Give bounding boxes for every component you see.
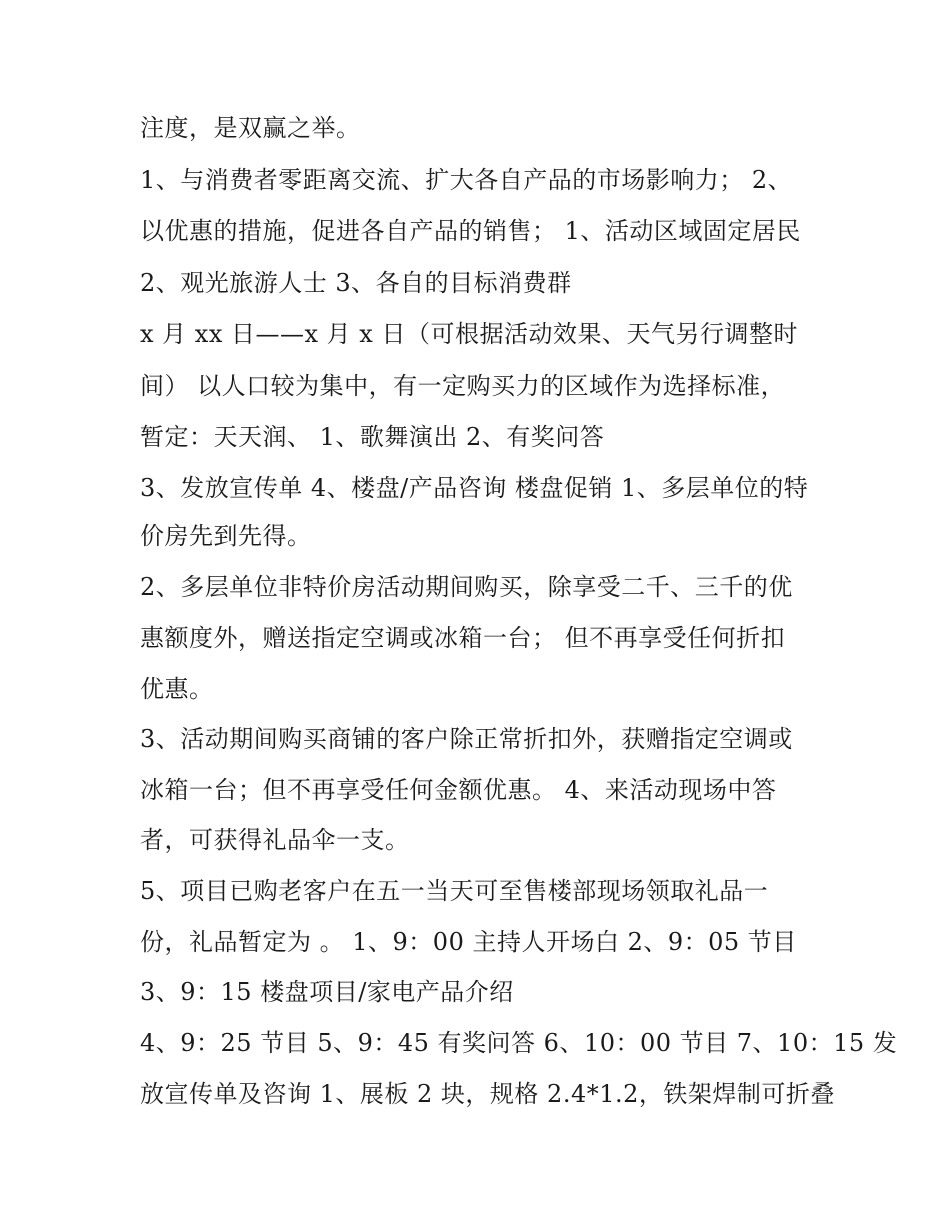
text-line: 惠额度外，赠送指定空调或冰箱一台； 但不再享受任何折扣 <box>140 624 786 652</box>
text-line: 2、多层单位非特价房活动期间购买，除享受二千、三千的优 <box>140 573 793 601</box>
text-line: 者，可获得礼品伞一支。 <box>140 826 410 854</box>
text-line: x 月 xx 日——x 月 x 日（可根据活动效果、天气另行调整时 <box>140 320 798 348</box>
text-line: 5、项目已购老客户在五一当天可至售楼部现场领取礼品一 <box>140 877 769 905</box>
text-line: 4、9：25 节目 5、9：45 有奖问答 6、10：00 节目 7、10：15 发 <box>140 1029 898 1057</box>
text-line: 3、活动期间购买商铺的客户除正常折扣外，获赠指定空调或 <box>140 725 793 753</box>
text-line: 间） 以人口较为集中，有一定购买力的区域作为选择标准， <box>140 372 786 400</box>
text-line: 冰箱一台；但不再享受任何金额优惠。 4、来活动现场中答 <box>140 776 777 804</box>
text-line: 以优惠的措施，促进各自产品的销售； 1、活动区域固定居民 <box>140 217 801 245</box>
text-line: 优惠。 <box>140 675 214 703</box>
text-line: 2、观光旅游人士 3、各自的目标消费群 <box>140 269 572 297</box>
text-line: 暂定：天天润、 1、歌舞演出 2、有奖问答 <box>140 423 605 451</box>
text-line: 1、与消费者零距离交流、扩大各自产品的市场影响力； 2、 <box>140 166 793 194</box>
text-line: 份，礼品暂定为 。 1、9：00 主持人开场白 2、9：05 节目 <box>140 928 797 956</box>
text-line: 3、9：15 楼盘项目/家电产品介绍 <box>140 978 514 1006</box>
text-line: 注度，是双赢之举。 <box>140 114 361 142</box>
text-line: 价房先到先得。 <box>140 522 312 550</box>
text-line: 3、发放宣传单 4、楼盘/产品咨询 楼盘促销 1、多层单位的特 <box>140 474 809 502</box>
text-line: 放宣传单及咨询 1、展板 2 块，规格 2.4*1.2，铁架焊制可折叠 <box>140 1080 835 1108</box>
